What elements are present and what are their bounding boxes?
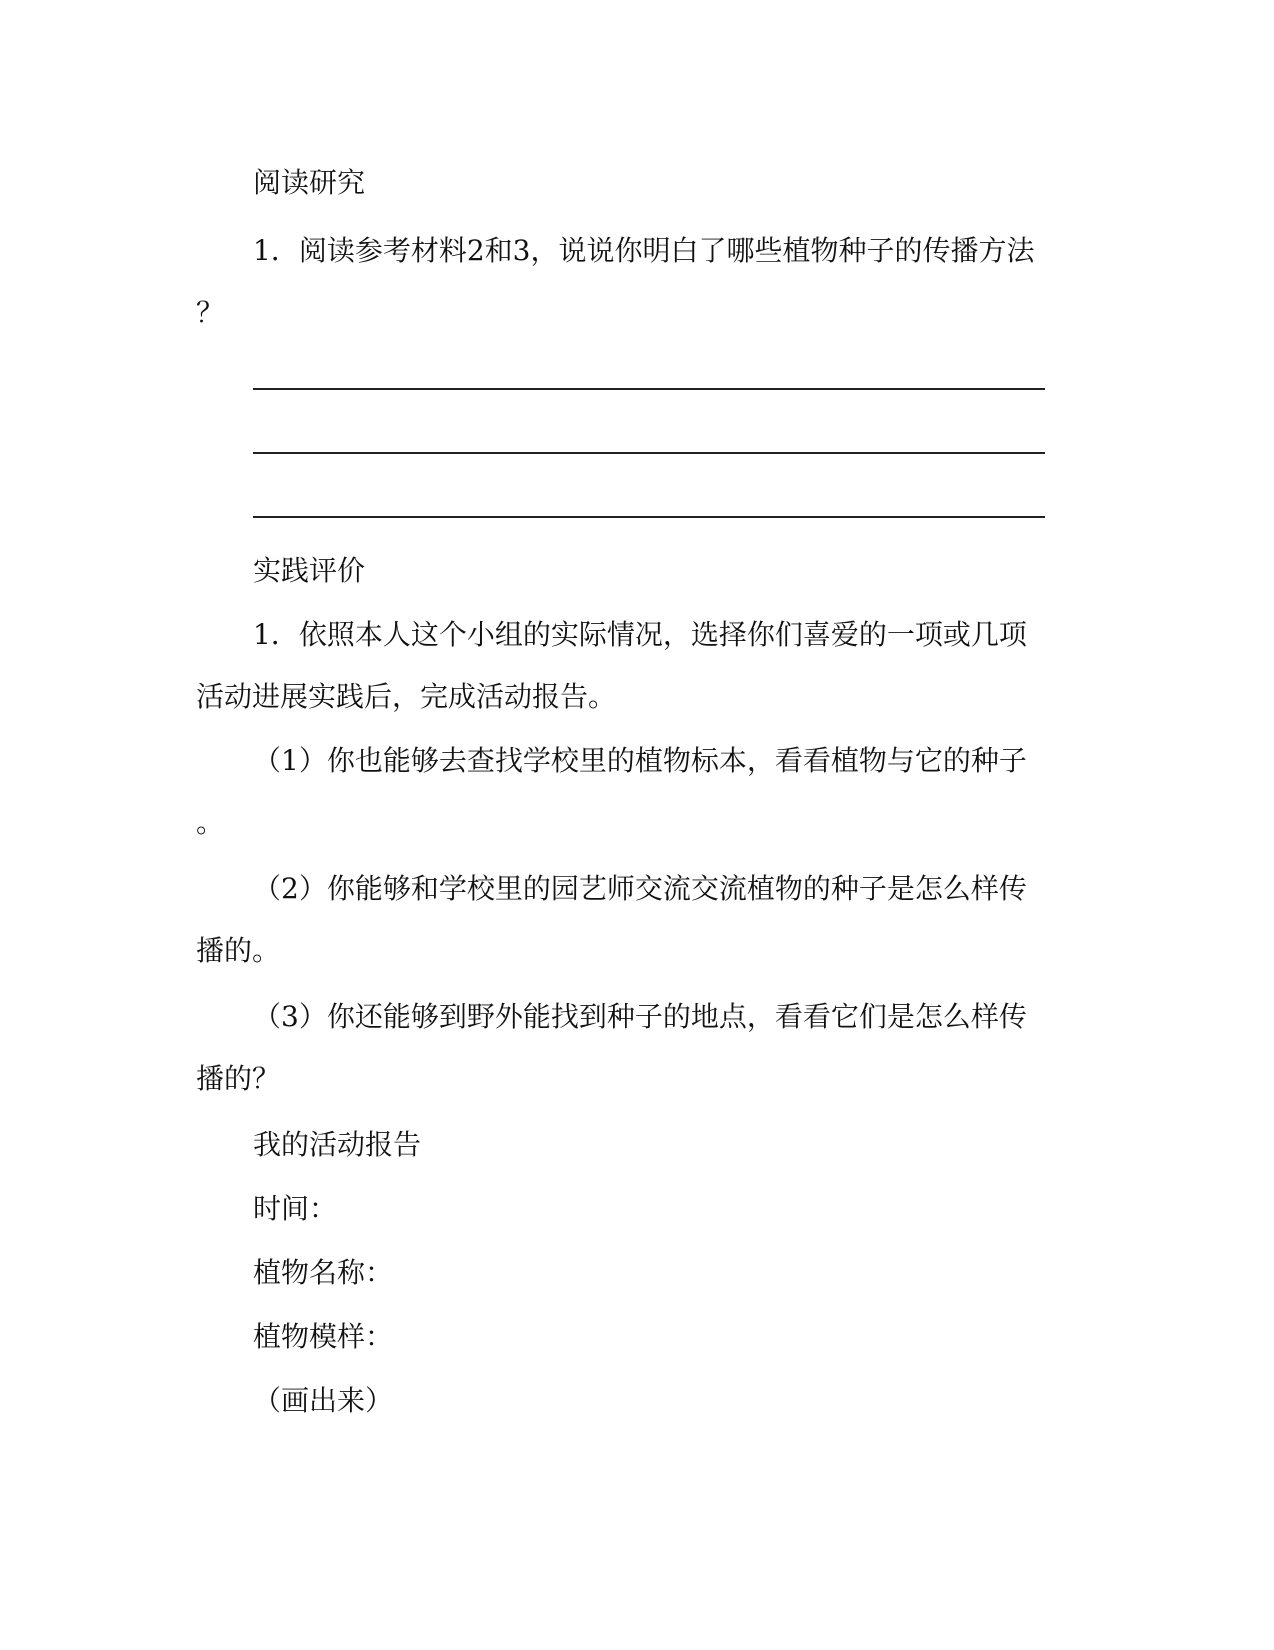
report-plant-look-label: 植物模样： (253, 1320, 394, 1353)
reading-question-1-line-2: ？ (196, 296, 225, 329)
report-plant-name-label: 植物名称： (253, 1256, 394, 1289)
practice-item-2-line-1: （2）你能够和学校里的园艺师交流交流植物的种子是怎么样传 (253, 872, 1027, 905)
report-title: 我的活动报告 (253, 1128, 422, 1161)
report-draw-note: （画出来） (253, 1384, 394, 1417)
practice-heading: 实践评价 (253, 554, 366, 587)
reading-question-1-line-1: 1．阅读参考材料2和3，说说你明白了哪些植物种子的传播方法 (253, 234, 1035, 267)
answer-line-3[interactable] (253, 516, 1045, 518)
practice-question-1-line-1: 1．依照本人这个小组的实际情况，选择你们喜爱的一项或几项 (253, 618, 1027, 651)
practice-item-1-line-1: （1）你也能够去查找学校里的植物标本，看看植物与它的种子 (253, 744, 1027, 777)
practice-item-3-line-1: （3）你还能够到野外能找到种子的地点，看看它们是怎么样传 (253, 1000, 1027, 1033)
answer-line-1[interactable] (253, 388, 1045, 390)
answer-line-2[interactable] (253, 452, 1045, 454)
report-time-label: 时间： (253, 1192, 338, 1225)
practice-item-2-line-2: 播的。 (196, 934, 281, 967)
practice-item-3-line-2: 播的？ (196, 1062, 281, 1095)
reading-heading: 阅读研究 (253, 166, 366, 199)
practice-question-1-line-2: 活动进展实践后，完成活动报告。 (196, 680, 617, 713)
practice-item-1-line-2: 。 (196, 806, 225, 839)
